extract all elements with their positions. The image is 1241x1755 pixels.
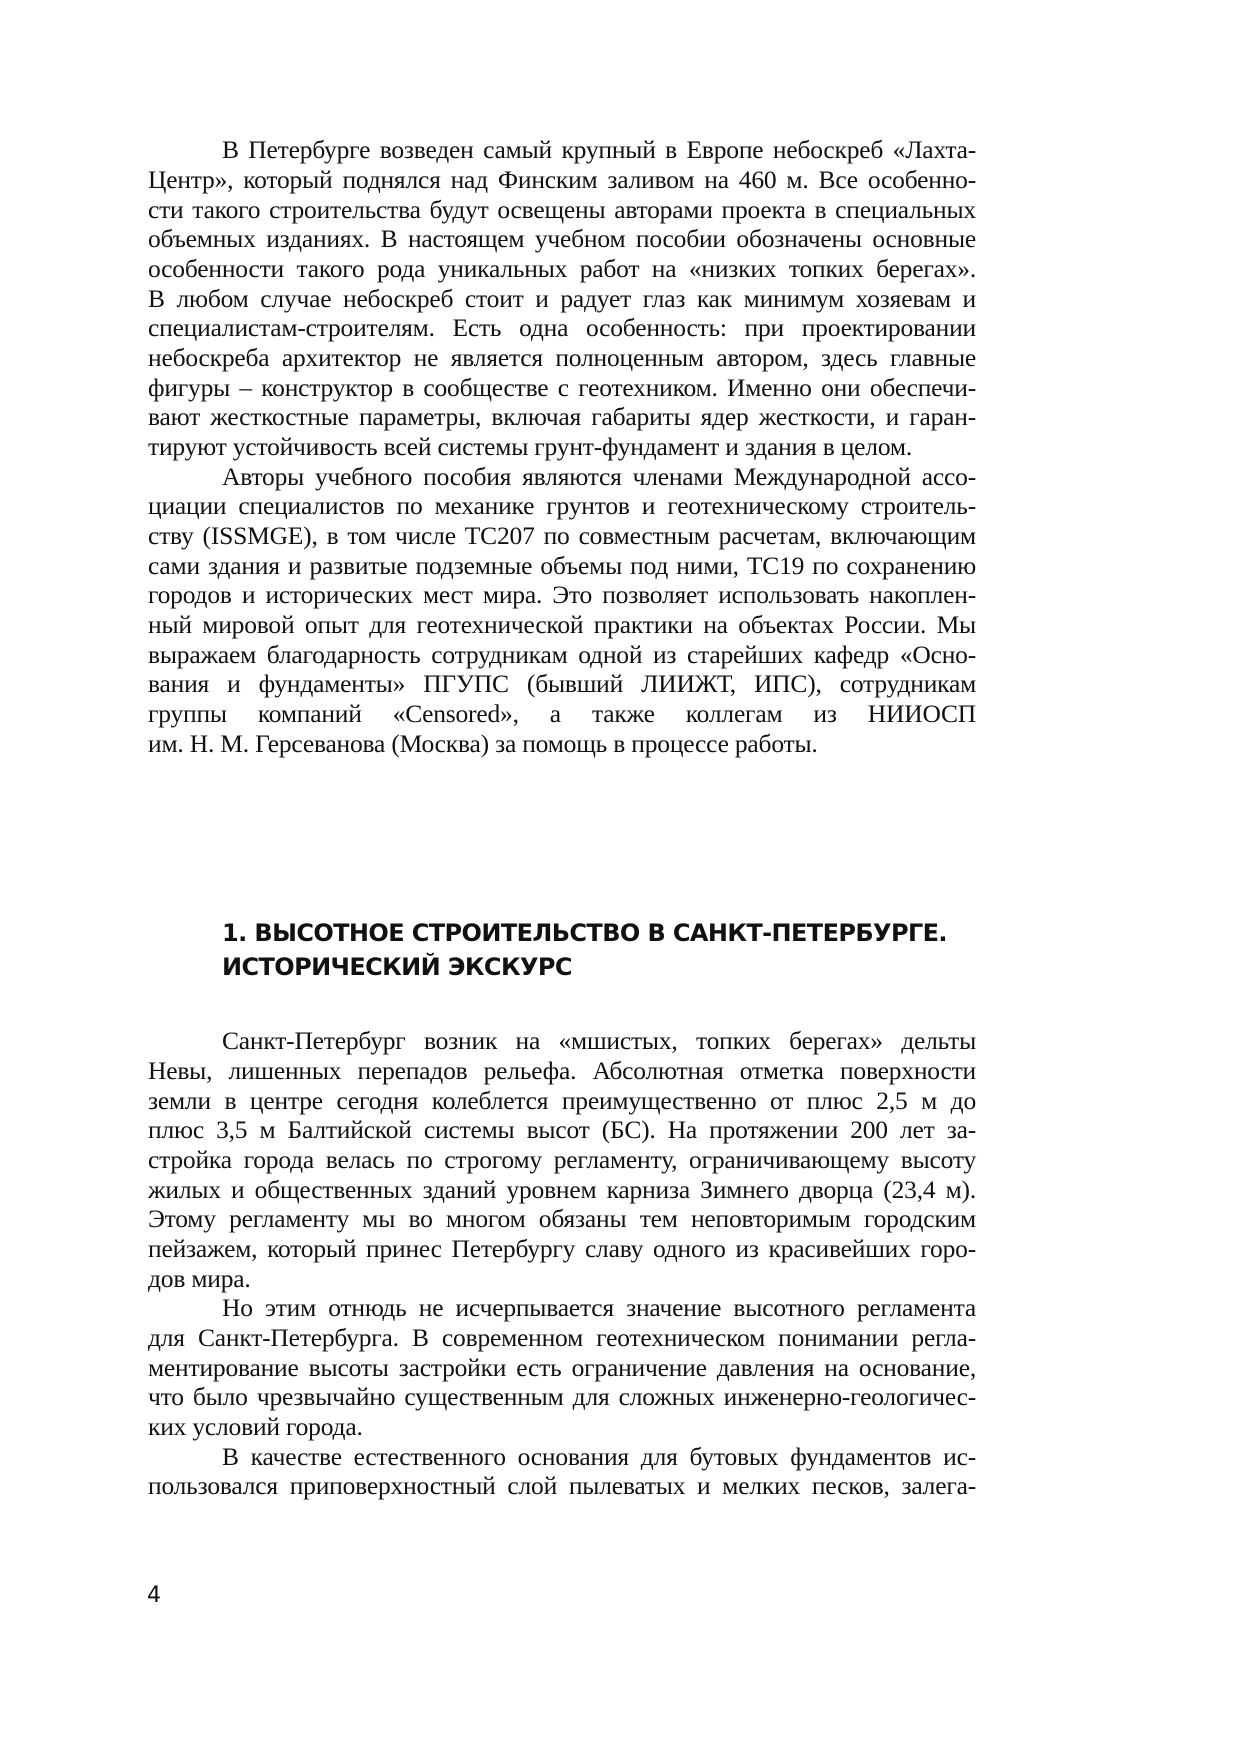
text-line: В Петербурге возведен самый крупный в Европе небоскреб «Лахта- <box>222 135 976 164</box>
text-line: плюс 3,5 м Балтийской системы высот (БС). На протяжении 200 лет за- <box>148 1115 976 1144</box>
text-line: ментирование высоты застройки есть ограничение давления на основание, <box>148 1353 976 1382</box>
text-line: В качестве естественного основания для бутовых фундаментов ис- <box>222 1442 976 1471</box>
text-line: для Санкт-Петербурга. В современном геотехническом понимании регла- <box>148 1323 976 1352</box>
text-line: тируют устойчивость всей системы грунт-фундамент и здания в целом. <box>148 432 913 461</box>
text-line: стройка города велась по строгому регламенту, ограничивающему высоту <box>148 1145 976 1174</box>
text-line: сти такого строительства будут освещены авторами проекта в специальных <box>148 195 976 224</box>
text-line: В любом случае небоскреб стоит и радует глаз как минимум хозяевам и <box>148 284 976 313</box>
text-line: дов мира. <box>148 1264 251 1293</box>
text-line: специалистам-строителям. Есть одна особенность: при проектировании <box>148 313 976 342</box>
text-line: Центр», который поднялся над Финским заливом на 460 м. Все особенно- <box>148 165 976 194</box>
text-line: циации специалистов по механике грунтов и геотехническому строитель- <box>148 491 976 520</box>
text-line: Санкт-Петербург возник на «мшистых, топких берегах» дельты <box>222 1026 976 1055</box>
text-line: ству (ISSMGE), в том числе TC207 по совместным расчетам, включающим <box>148 521 976 550</box>
text-line: им. Н. М. Герсеванова (Москва) за помощь в процессе работы. <box>148 729 818 758</box>
section-heading-line-1: 1. ВЫСОТНОЕ СТРОИТЕЛЬСТВО В САНКТ-ПЕТЕРБУРГЕ. <box>222 919 947 947</box>
text-line: жилых и общественных зданий уровнем карниза Зимнего дворца (23,4 м). <box>148 1175 976 1204</box>
text-line: Этому регламенту мы во многом обязаны тем неповторимым городским <box>148 1204 976 1233</box>
text-line: пользовался приповерхностный слой пылеватых и мелких песков, залега- <box>148 1471 976 1500</box>
text-line: ких условий города. <box>148 1412 363 1441</box>
text-line: выражаем благодарность сотрудникам одной из старейших кафедр «Осно- <box>148 640 976 669</box>
page-number: 4 <box>147 1583 161 1608</box>
text-line: фигуры – конструктор в сообществе с геотехником. Именно они обеспечи- <box>148 373 976 402</box>
text-line: особенности такого рода уникальных работ на «низких топких берегах». <box>148 254 976 283</box>
section-heading-line-2: ИСТОРИЧЕСКИЙ ЭКСКУРС <box>222 953 572 981</box>
text-line: Но этим отнюдь не исчерпывается значение высотного регламента <box>222 1293 976 1322</box>
text-line: группы компаний «Censored», а также коллегам из НИИОСП <box>148 699 976 728</box>
text-line: земли в центре сегодня колеблется преимущественно от плюс 2,5 м до <box>148 1086 976 1115</box>
text-line: городов и исторических мест мира. Это позволяет использовать накоплен- <box>148 580 976 609</box>
text-line: вают жесткостные параметры, включая габариты ядер жесткости, и гаран- <box>148 402 976 431</box>
text-line: Невы, лишенных перепадов рельефа. Абсолютная отметка поверхности <box>148 1056 976 1085</box>
text-line: небоскреба архитектор не является полноценным автором, здесь главные <box>148 343 976 372</box>
text-line: сами здания и развитые подземные объемы под ними, TC19 по сохранению <box>148 551 976 580</box>
text-line: вания и фундаменты» ПГУПС (бывший ЛИИЖТ, ИПС), сотрудникам <box>148 669 976 698</box>
text-line: что было чрезвычайно существенным для сложных инженерно-геологичес- <box>148 1382 976 1411</box>
text-line: объемных изданиях. В настоящем учебном пособии обозначены основные <box>148 224 976 253</box>
text-line: ный мировой опыт для геотехнической практики на объектах России. Мы <box>148 610 976 639</box>
text-line: пейзажем, который принес Петербургу славу одного из красивейших горо- <box>148 1234 976 1263</box>
text-line: Авторы учебного пособия являются членами Международной ассо- <box>222 462 976 491</box>
